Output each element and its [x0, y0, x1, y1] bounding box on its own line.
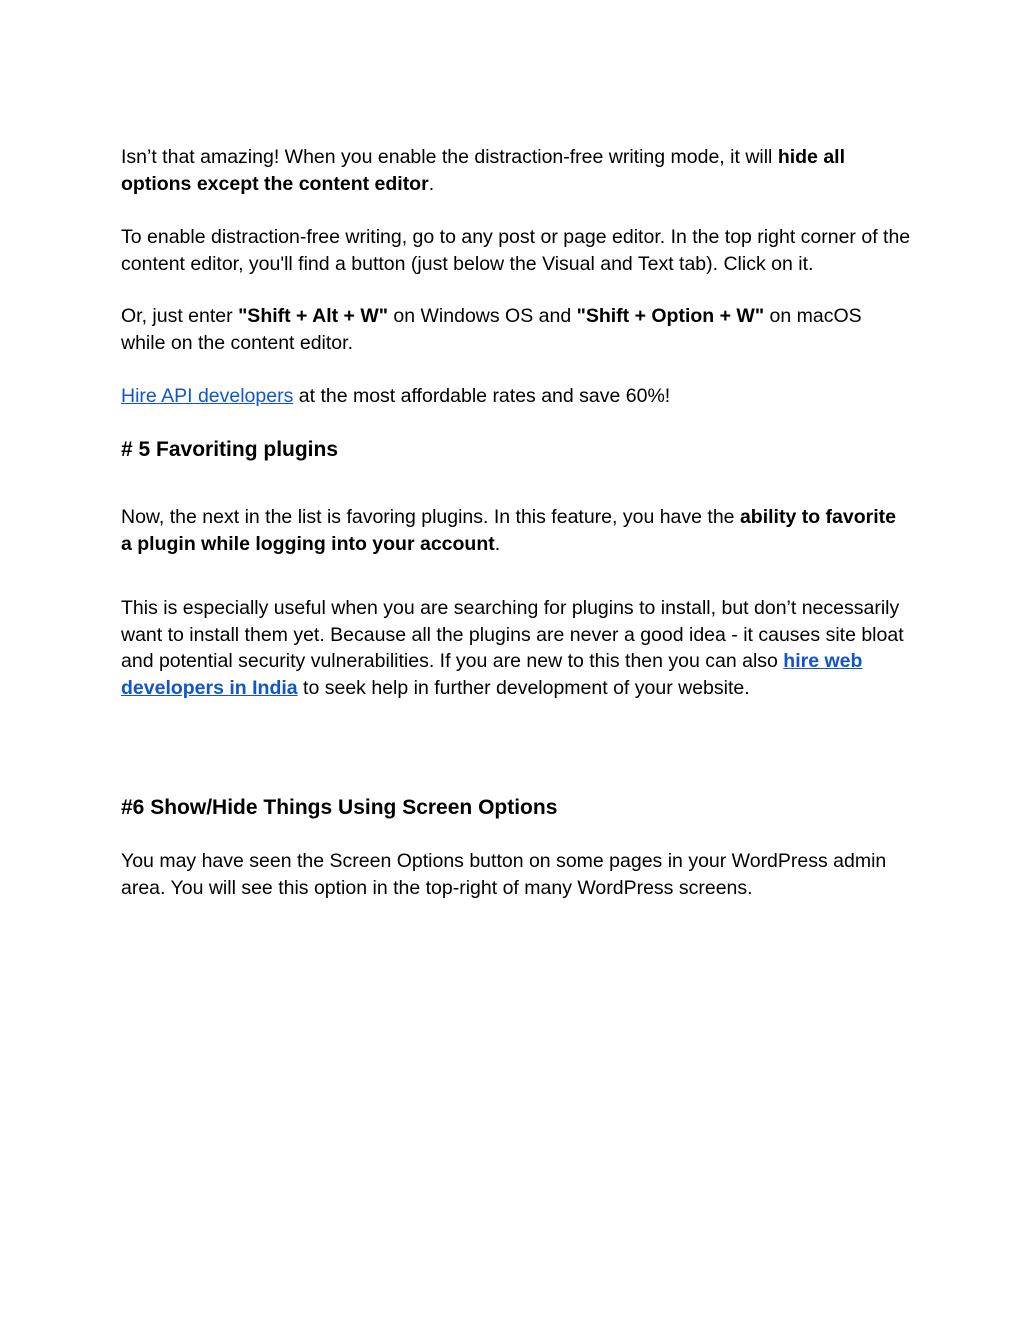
shortcut-macos: "Shift + Option + W" — [576, 305, 765, 327]
heading-favoriting-plugins: # 5 Favoriting plugins — [121, 438, 339, 461]
hire-web-developers-link[interactable]: hire web developers in India — [121, 650, 863, 699]
text-run: Now, the next in the list is favoring plugins. In this feature, you have the — [121, 506, 740, 528]
text-run: . — [428, 172, 435, 195]
paragraph-keyboard-shortcut — [121, 303, 911, 356]
text-run: at the most affordable rates and save 60%! — [293, 385, 671, 407]
paragraph-distraction-free-intro — [121, 144, 911, 197]
text-run: to seek help in further development of your website. — [297, 676, 750, 699]
text-run: Or, just enter — [121, 305, 239, 327]
paragraph-favoring-plugins — [121, 504, 911, 557]
text-run: Isn’t that amazing! When you enable the distraction-free writing mode, it will — [121, 146, 778, 168]
text-run: on macOS while on the content editor. — [121, 305, 862, 354]
paragraph-hire-api — [121, 383, 911, 410]
hire-api-developers-link[interactable]: Hire API developers — [121, 385, 294, 407]
text-run: This is especially useful when you are searching for plugins to install, but don’t necessarily want to install them yet. Because all the plugins are never a good idea - it causes site bloat and potential security vulnerabilities. If you are new to this then you can also — [121, 597, 904, 672]
text-run: . — [494, 532, 501, 555]
text-run: on Windows OS and — [388, 305, 577, 327]
shortcut-windows: "Shift + Alt + W" — [238, 305, 388, 327]
heading-screen-options: #6 Show/Hide Things Using Screen Options — [121, 796, 558, 819]
bold-text: ability to favorite a plugin while logging into your account — [121, 506, 896, 555]
paragraph-enable-instructions: To enable distraction-free writing, go to any post or page editor. In the top right corner of the content editor, you'll find a button (just below the Visual and Text tab). Click on it. — [121, 226, 911, 275]
paragraph-screen-options: You may have seen the Screen Options button on some pages in your WordPress admin area. You will see this option in the top-right of many WordPress screens. — [121, 850, 887, 899]
bold-text: hide all options except the content editor — [121, 146, 845, 195]
paragraph-plugins-useful — [121, 595, 911, 701]
